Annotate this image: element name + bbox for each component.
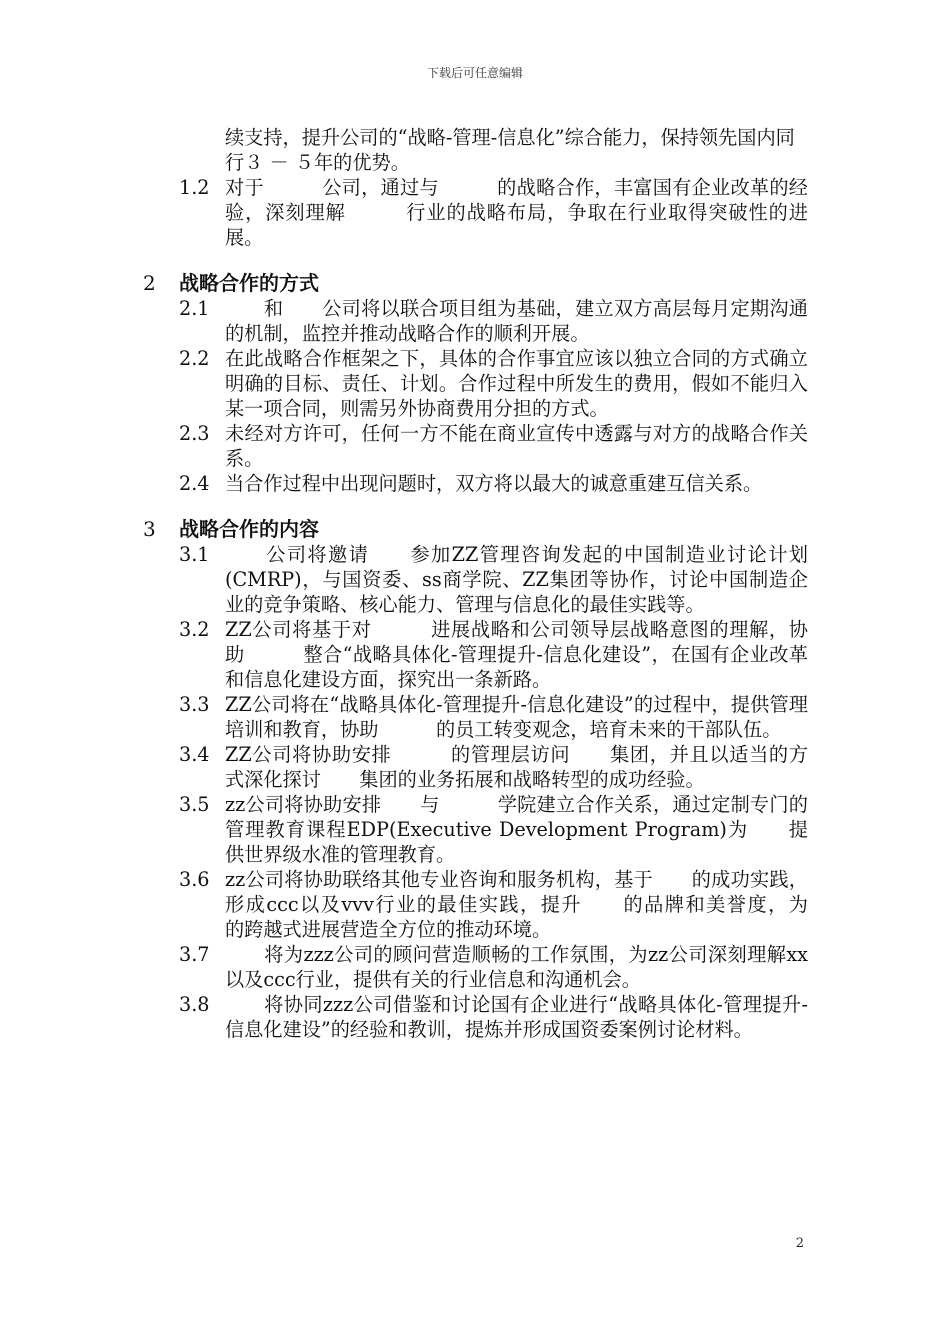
section-2-heading	[143, 270, 808, 296]
clause-number: 2.1	[179, 297, 210, 320]
clause-text: 和 公司将以联合项目组为基础，建立双方高层每月定期沟通的机制，监控并推动战略合作的顺利开展。	[225, 297, 808, 345]
clause-number: 3.1	[179, 543, 210, 566]
clause-text: zz公司将协助安排 与 学院建立合作关系，通过定制专门的管理教育课程EDP(Executive Development Program)为 提供世界级水准的管理教育。	[225, 793, 808, 866]
clause-text: 将为zzz公司的顾问营造顺畅的工作氛围，为zz公司深刻理解xx以及ccc行业，提供有关的行业信息和沟通机会。	[225, 943, 808, 991]
clause-number: 3.2	[179, 618, 210, 641]
section-number: 3	[143, 517, 156, 541]
page-number: 2	[795, 1236, 804, 1251]
clause-3-6	[143, 867, 847, 942]
clause-number: 3.3	[179, 693, 210, 716]
document-body	[143, 125, 847, 1042]
clause-text: ZZ公司将协助安排 的管理层访问 集团，并且以适当的方式深化探讨 集团的业务拓展和战略转型的成功经验。	[225, 743, 808, 791]
clause-number: 2.3	[179, 422, 210, 445]
clause-3-7	[143, 942, 808, 992]
section-title: 战略合作的内容	[179, 517, 319, 541]
clause-3-5	[143, 792, 808, 867]
clause-number: 3.7	[179, 943, 210, 966]
clause-3-1	[143, 542, 808, 617]
intro-continuation: 续支持，提升公司的“战略-管理-信息化”综合能力，保持领先国内同行３ － ５年的优势。	[225, 126, 795, 174]
clause-text: 将协同zzz公司借鉴和讨论国有企业进行“战略具体化-管理提升-信息化建设”的经验和教训，提炼并形成国资委案例讨论材料。	[225, 993, 808, 1041]
clause-1-2	[143, 175, 808, 250]
clause-text: ZZ公司将基于对 进展战略和公司领导层战略意图的理解，协助 整合“战略具体化-管理提升-信息化建设”，在国有企业改革和信息化建设方面，探究出一条新路。	[225, 618, 808, 691]
clause-3-4	[143, 742, 808, 792]
clause-number: 3.8	[179, 993, 210, 1016]
clause-number: 3.5	[179, 793, 210, 816]
clause-3-3	[143, 692, 808, 742]
clause-3-2	[143, 617, 808, 692]
clause-text: 公司将邀请 参加ZZ管理咨询发起的中国制造业讨论计划(CMRP)，与国资委、ss商学院、ZZ集团等协作，讨论中国制造企业的竞争策略、核心能力、管理与信息化的最佳实践等。	[225, 543, 808, 616]
clause-number: 3.6	[179, 868, 210, 891]
clause-text: 未经对方许可，任何一方不能在商业宣传中透露与对方的战略合作关系。	[225, 422, 808, 470]
clause-2-2	[143, 346, 808, 421]
clause-3-8	[143, 992, 808, 1042]
clause-number: 3.4	[179, 743, 210, 766]
clause-number: 1.2	[179, 176, 210, 199]
clause-text: 当合作过程中出现问题时，双方将以最大的诚意重建互信关系。	[225, 472, 763, 495]
clause-2-3	[143, 421, 808, 471]
section-number: 2	[143, 271, 156, 295]
clause-2-1	[143, 296, 808, 346]
clause-text: zz公司将协助联络其他专业咨询和服务机构，基于 的成功实践，形成ccc以及vvv行业的最佳实践，提升 的品牌和美誉度，为 的跨越式进展营造全方位的推动环境。	[225, 868, 847, 941]
section-3-heading	[143, 516, 808, 542]
clause-text: ZZ公司将在“战略具体化-管理提升-信息化建设”的过程中，提供管理培训和教育，协助 的员工转变观念，培育未来的干部队伍。	[225, 693, 808, 741]
clause-number: 2.4	[179, 472, 210, 495]
section-title: 战略合作的方式	[179, 271, 319, 295]
page-header: 下载后可任意编辑	[426, 66, 523, 80]
clause-2-4	[143, 471, 808, 496]
clause-text: 对于 公司，通过与 的战略合作，丰富国有企业改革的经验，深刻理解 行业的战略布局，争取在行业取得突破性的进展。	[225, 176, 808, 249]
clause-text: 在此战略合作框架之下，具体的合作事宜应该以独立合同的方式确立明确的目标、责任、计划。合作过程中所发生的费用，假如不能归入某一项合同，则需另外协商费用分担的方式。	[225, 347, 808, 420]
clause-number: 2.2	[179, 347, 210, 370]
